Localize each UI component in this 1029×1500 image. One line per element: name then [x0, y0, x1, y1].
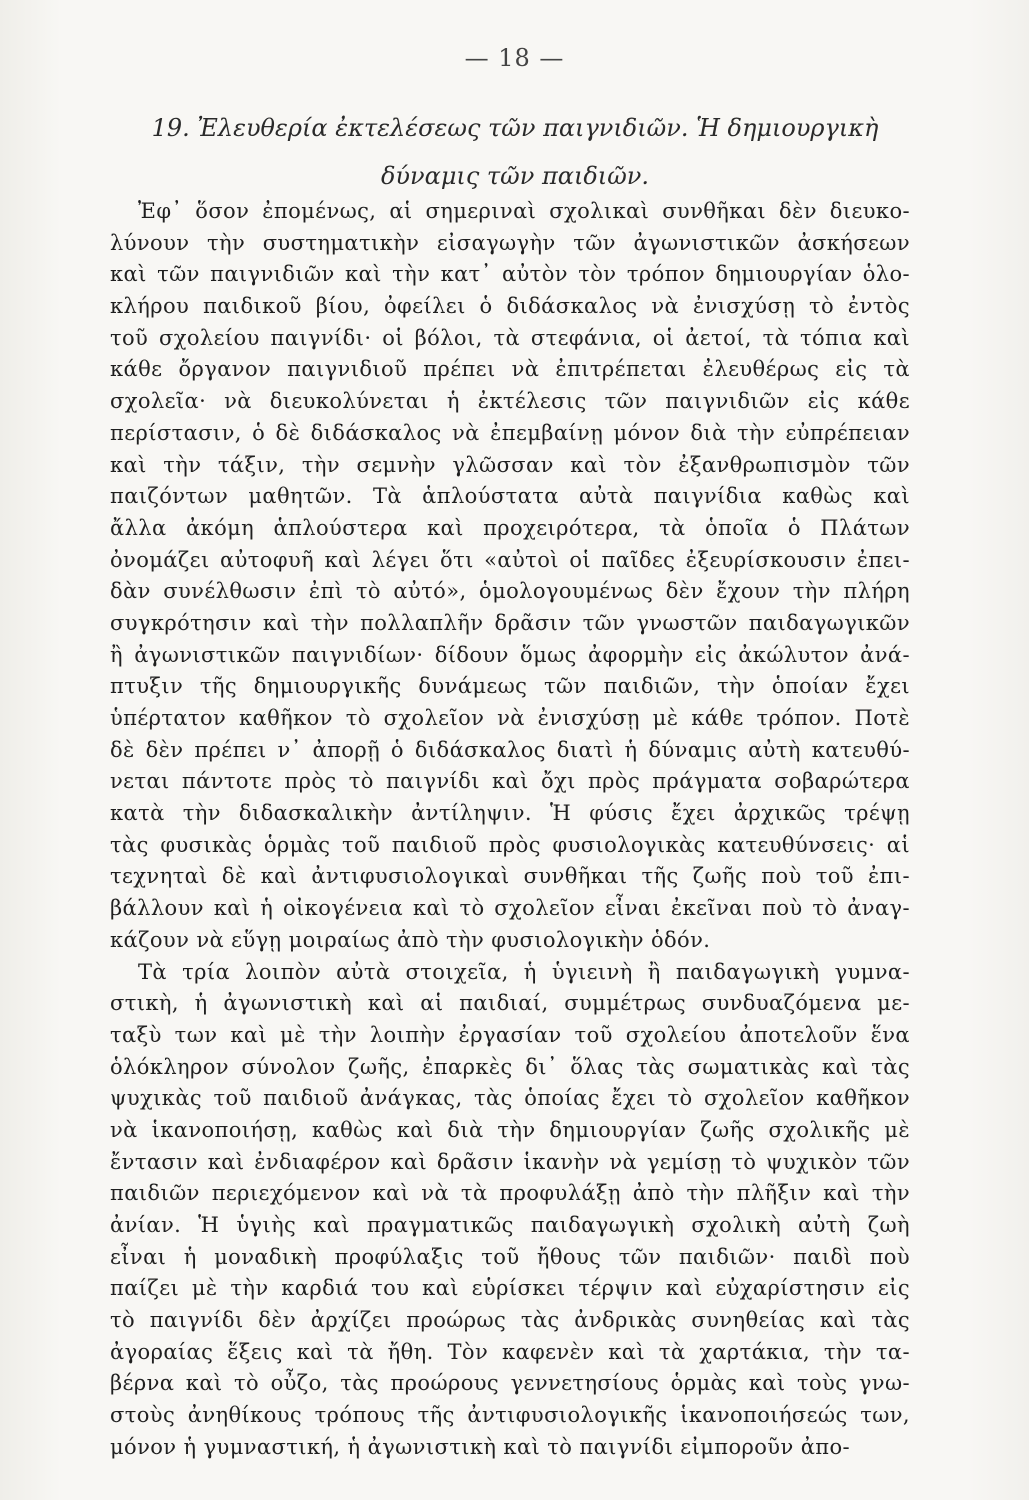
text-line: ἔντασιν καὶ ἐνδιαφέρον καὶ δρᾶσιν ἱκανὴν νὰ γεμίσῃ τὸ ψυχικὸν τῶν: [110, 1149, 910, 1174]
text-line: παιδιῶν περιεχόμενον καὶ νὰ τὰ προφυλάξῃ ἀπὸ τὴν πλῆξιν καὶ τὴν: [110, 1181, 910, 1206]
text-line: βέρνα καὶ τὸ οὖζο, τὰς προώρους γεννετησίους ὁρμὰς καὶ τοὺς γνω-: [110, 1371, 910, 1396]
text-line: παίζει μὲ τὴν καρδιά του καὶ εὑρίσκει τέρψιν καὶ εὐχαρίστησιν εἰς: [110, 1276, 910, 1301]
text-line: ἢ ἀγωνιστικῶν παιγνιδίων· δίδουν ὅμως ἀφορμὴν εἰς ἀκώλυτον ἀνά-: [110, 642, 910, 667]
text-line: παιζόντων μαθητῶν. Τὰ ἁπλούστατα αὐτὰ παιγνίδια καθὼς καὶ: [110, 484, 910, 509]
text-line: δὰν συνέλθωσιν ἐπὶ τὸ αὐτό», ὁμολογουμένως δὲν ἔχουν τὴν πλήρη: [110, 579, 910, 604]
text-line: τεχνηταὶ δὲ καὶ ἀντιφυσιολογικαὶ συνθῆκαι τῆς ζωῆς ποὺ τοῦ ἐπι-: [110, 864, 910, 889]
text-line: πτυξιν τῆς δημιουργικῆς δυνάμεως τῶν παιδιῶν, τὴν ὁποίαν ἔχει: [110, 674, 910, 699]
paragraph: [110, 957, 910, 1464]
text-line: καὶ τὴν τάξιν, τὴν σεμνὴν γλῶσσαν καὶ τὸν ἐξανθρωπισμὸν τῶν: [110, 452, 910, 477]
section-heading-line-1: 19. Ἐλευθερία ἐκτελέσεως τῶν παιγνιδιῶν. Ἡ δημιουργικὴ: [151, 114, 879, 142]
text-line: συγκρότησιν καὶ τὴν πολλαπλῆν δρᾶσιν τῶν γνωστῶν παιδαγωγικῶν: [110, 610, 910, 635]
body-text: [110, 196, 910, 1464]
text-line: λύνουν τὴν συστηματικὴν εἰσαγωγὴν τῶν ἀγωνιστικῶν ἀσκήσεων: [110, 230, 910, 255]
text-line: Τὰ τρία λοιπὸν αὐτὰ στοιχεῖα, ἡ ὑγιεινὴ ἢ παιδαγωγικὴ γυμνα-: [138, 959, 910, 984]
section-heading-line-2: δύναμις τῶν παιδιῶν.: [380, 162, 650, 190]
text-line: τὸ παιγνίδι δὲν ἀρχίζει προώρως τὰς ἀνδρικὰς συνηθείας καὶ τὰς: [110, 1308, 910, 1333]
text-line: τοῦ σχολείου παιγνίδι· οἱ βόλοι, τὰ στεφάνια, οἱ ἀετοί, τὰ τόπια καὶ: [110, 325, 910, 350]
text-line: ὁλόκληρον σύνολον ζωῆς, ἐπαρκὲς δι᾿ ὅλας τὰς σωματικὰς καὶ τὰς: [110, 1054, 910, 1079]
text-line: περίστασιν, ὁ δὲ διδάσκαλος νὰ ἐπεμβαίνῃ μόνον διὰ τὴν εὐπρέπειαν: [110, 420, 910, 445]
text-line: ὑπέρτατον καθῆκον τὸ σχολεῖον νὰ ἐνισχύσῃ μὲ κάθε τρόπον. Ποτὲ: [110, 706, 910, 730]
text-line: ἀγοραίας ἕξεις καὶ τὰ ἤθη. Τὸν καφενὲν καὶ τὰ χαρτάκια, τὴν τα-: [110, 1339, 910, 1364]
text-line: στοὺς ἀνηθίκους τρόπους τῆς ἀντιφυσιολογικῆς ἱκανοποιήσεώς των,: [110, 1403, 910, 1428]
text-line: τὰς φυσικὰς ὁρμὰς τοῦ παιδιοῦ πρὸς φυσιολογικὰς κατευθύνσεις· αἱ: [110, 832, 910, 857]
text-line: δὲ δὲν πρέπει ν᾿ ἀπορῇ ὁ διδάσκαλος διατὶ ἡ δύναμις αὐτὴ κατευθύ-: [110, 737, 910, 762]
text-line: εἶναι ἡ μοναδικὴ προφύλαξις τοῦ ἤθους τῶν παιδιῶν· παιδὶ ποὺ: [110, 1244, 910, 1269]
text-line: κάθε ὄργανον παιγνιδιοῦ πρέπει νὰ ἐπιτρέπεται ἐλευθέρως εἰς τὰ: [110, 357, 910, 382]
text-line: Ἐφ᾿ ὅσον ἐπομένως, αἱ σημεριναὶ σχολικαὶ συνθῆκαι δὲν διευκο-: [138, 199, 910, 223]
page-number: — 18 —: [464, 44, 565, 72]
text-line: ὀνομάζει αὐτοφυῆ καὶ λέγει ὅτι «αὐτοὶ οἱ παῖδες ἐξευρίσκουσιν ἐπει-: [110, 547, 910, 572]
text-line: καὶ τῶν παιγνιδιῶν καὶ τὴν κατ᾿ αὐτὸν τὸν τρόπον δημιουργίαν ὁλο-: [110, 262, 910, 287]
text-line: στικὴ, ἡ ἀγωνιστικὴ καὶ αἱ παιδιαί, συμμέτρως συνδυαζόμενα με-: [110, 991, 910, 1016]
text-line: νεται πάντοτε πρὸς τὸ παιγνίδι καὶ ὄχι πρὸς πράγματα σοβαρώτερα: [110, 769, 910, 794]
paragraph: [110, 196, 910, 957]
text-line: σχολεῖα· νὰ διευκολύνεται ἡ ἐκτέλεσις τῶν παιγνιδιῶν εἰς κάθε: [110, 389, 910, 414]
text-line: ψυχικὰς τοῦ παιδιοῦ ἀνάγκας, τὰς ὁποίας ἔχει τὸ σχολεῖον καθῆκον: [110, 1086, 910, 1111]
text-line: νὰ ἱκανοποιήσῃ, καθὼς καὶ διὰ τὴν δημιουργίαν ζωῆς σχολικῆς μὲ: [110, 1117, 910, 1142]
text-line: κατὰ τὴν διδασκαλικὴν ἀντίληψιν. Ἡ φύσις ἔχει ἀρχικῶς τρέψῃ: [110, 801, 910, 826]
text-line: βάλλουν καὶ ἡ οἰκογένεια καὶ τὸ σχολεῖον εἶναι ἐκεῖναι ποὺ τὸ ἀναγ-: [110, 896, 910, 921]
text-line: κάζουν νὰ εὕγῃ μοιραίως ἀπὸ τὴν φυσιολογικὴν ὁδόν.: [110, 927, 711, 952]
text-line: ἀνίαν. Ἡ ὑγιὴς καὶ πραγματικῶς παιδαγωγικὴ σχολικὴ αὐτὴ ζωὴ: [110, 1213, 910, 1237]
text-line: κλήρου παιδικοῦ βίου, ὀφείλει ὁ διδάσκαλος νὰ ἐνισχύσῃ τὸ ἐντὸς: [110, 294, 910, 319]
text-line: μόνον ἡ γυμναστική, ἡ ἀγωνιστικὴ καὶ τὸ παιγνίδι εἰμποροῦν ἀπο-: [110, 1434, 851, 1459]
text-line: ἄλλα ἀκόμη ἁπλούστερα καὶ προχειρότερα, τὰ ὁποῖα ὁ Πλάτων: [110, 515, 910, 540]
text-line: ταξὺ των καὶ μὲ τὴν λοιπὴν ἐργασίαν τοῦ σχολείου ἀποτελοῦν ἕνα: [110, 1022, 910, 1047]
